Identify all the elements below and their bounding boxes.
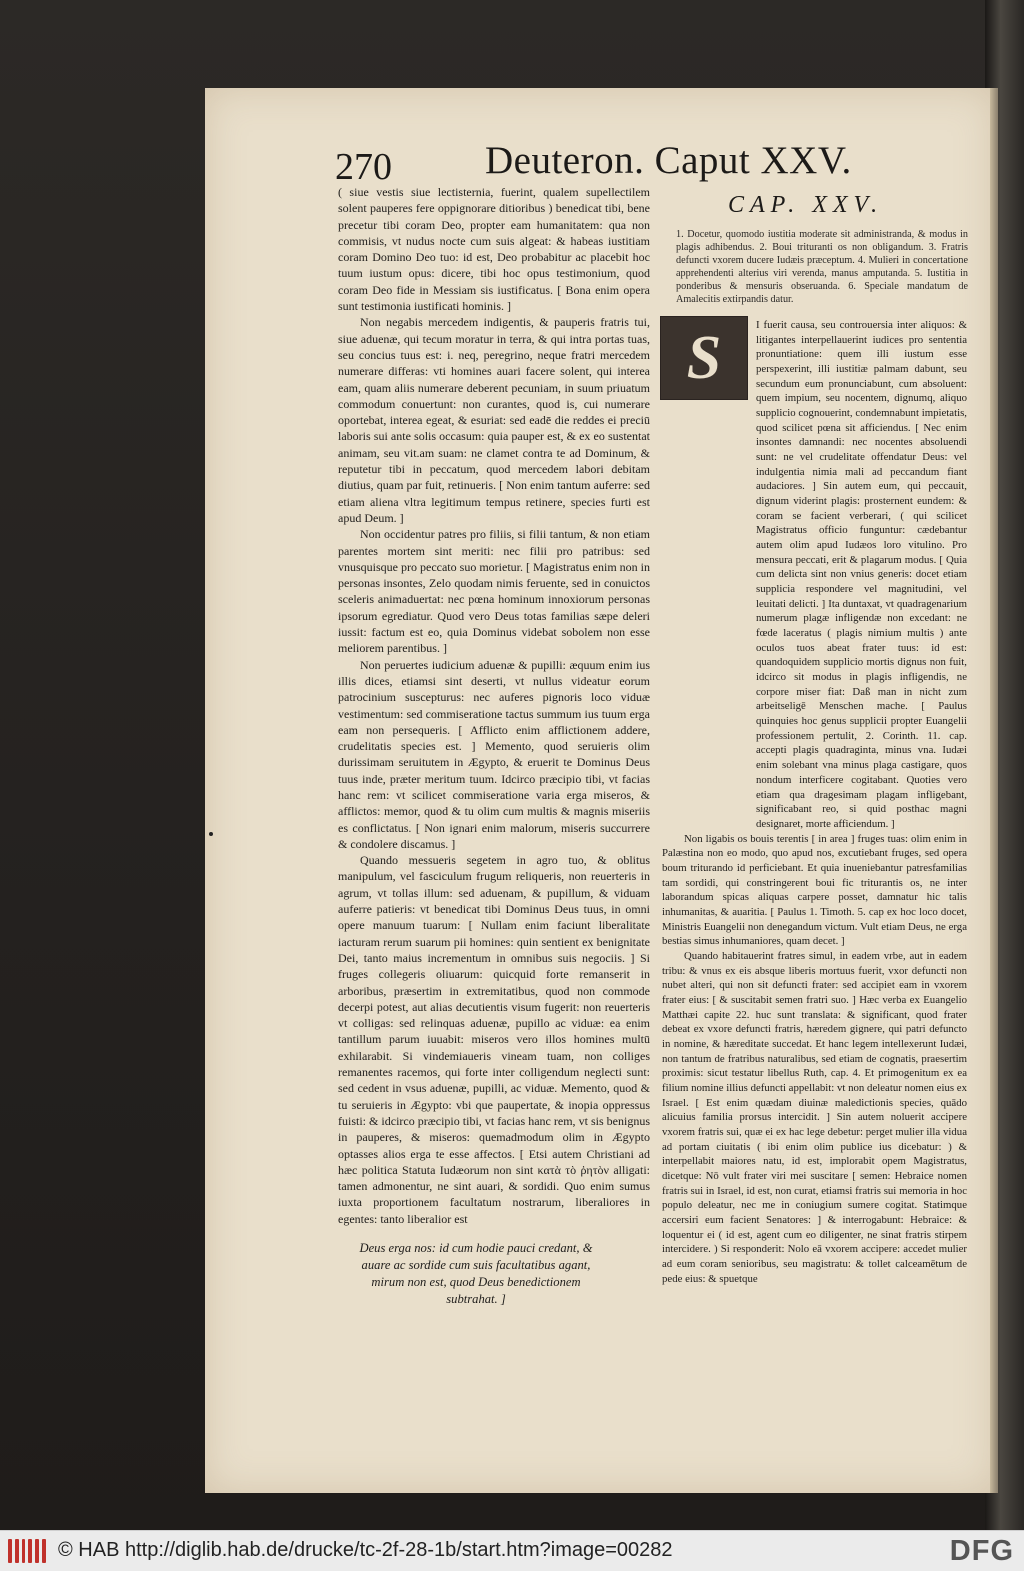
margin-mark	[209, 832, 213, 836]
right-paragraph: I fuerit causa, seu controuersia inter aliquos: & litigantes interpellauerint iudices pro sententia pronuntiatione: quem illi iustum esse perspexerint, illi iustitiæ palmam dabunt, seu secundum eum pronunciabunt, cum absoluent: quem impium, seu nocentem, dignumq, aliquo supplicio cognouerint, condemnabunt impietatis, quod scilicet pœna sit afficiendus. [ Nec enim insontes damnandi: nec nocentes absoluendi sunt: ne vel crudelitate offendatur Deus: vel indulgentia nimia mali ad peccandum fiant audaciores. ] Sin autem eum, qui peccauit, dignum viderint plagis: prosternent eundem: & coram se facient verberari, ( qui scilicet Magistratus officio funguntur: cædebantur autem olim apud Iudæos loro vitulino. Pro mensura peccati, erit & plagarum modus. [ Quia cum delicta sint non vnius generis: docet etiam supplicia respondere vel magnitudini, vel leuitati delicti. ] Ita duntaxat, vt quadragenarium numerum plagæ infligendæ non excedant: ne fœde laceratus ( plagis nimium multis ) ante oculos tuos abeat frater tuus: id est: quandoquidem supplicio mortis dignus non fuit, idcirco sit modus in plagis infligendis, ne corpore miser fiat: Daß man in nicht zum arbeitseligē Menschen mache. [ Paulus quinquies hoc genus supplicii propter Euangelii professionem pertulit, 2. Corinth. 11. cap. accepti plagis quadraginta, minus vna. Iudæi enim solebant vna minus plaga castigare, quos nondum interficere cogitabant. Quoties vero etiam qua dragesimam plagam infligebant, significabant reo, si quid posthac magni designaret, morte afficiendum. ]	[756, 319, 967, 830]
left-column	[338, 184, 650, 1227]
left-column-tail: Deus erga nos: id cum hodie pauci credant, & auare ac sordide cum suis facultatibus agant, mirum non est, quod Deus benedictionem subtrahat. ]	[359, 1241, 593, 1307]
drop-cap-letter: S	[686, 323, 722, 392]
right-paragraph: Quando habitauerint fratres simul, in eadem vrbe, aut in eadem tribu: & vnus ex eis absque liberis mortuus fuerit, vxor defuncti non nubet alteri, qui non sit defuncti frater: sed accipiet eam in vxorem frater eius: [ & suscitabit semen fratri suo. ] Hæc verba ex Euangelio Matthæi capite 22. huc sunt translata: & significant, quod frater debeat ex vxore defuncti fratris, hæredem gignere, qui patri defuncto in nomine, & hæreditate succedat. Et hanc legem intellexerunt Iudæi, non tantum de fratribus naturalibus, sed etiam de cognatis, praesertim proximis: sicut testatur libellus Ruth, cap. 4. Et primogenitum ex ea filium nomine illius defuncti appellabit: vt non deleatur nomen eius ex Israel. [ Est enim quædam diuinæ maledictionis species, quādo alicuius familia prorsus intercidit. ] Sin autem noluerit accipere vxorem fratris sui, quæ ei ex hac lege debetur: perget mulier illa vidua ad portam ciuitatis ( ibi enim olim publice ius dicebatur: ) & interpellabit maiores natu, id est, implorabit opem Magistratus, dicetque: Nō vult frater viri mei suscitare [ semen: Hebraice nomen fratris sui in Israel, id est, non curat, etiamsi fratris sui memoria in hoc populo deleatur, nec me in coniugium sumere cogitat. Statimque accersiri eum facient Senatores: ] & interrogabunt: Hebraice: & loquentur ei ( id est, agent cum eo diligenter, ne sinat fratris stirpem intercidere. ) Si responderit: Nolo eā vxorem accipere: accedet mulier ad eum coram senioribus, seu magistratu: & tollet calceamētum de pede eius: & spuetque	[662, 949, 967, 1285]
source-link[interactable]: © HAB http://diglib.hab.de/drucke/tc-2f-28-1b/start.htm?image=00282	[58, 1539, 673, 1561]
left-paragraph: Quando messueris segetem in agro tuo, & oblitus manipulum, vel fasciculum frugum reliqueris, non reuerteris in agrum, vt tollas illum: sed aduenam, & pupillum, & viduam auferre patieris: vt benedicat tibi Dominus Deus tuus, in omni opere manuum tuarum: [ Nullam enim faciunt liberalitate iacturam rerum suarum pii homines: quin sentient ex benignitate Dei, tanto maius incrementum in omnibus suis negociis. ] Si fruges collegeris oliuarum: quicquid forte remanserit in arboribus, præsertim in extremitatibus, quod non commode decerpi potest, aut alias decutientis visum fugerit: non reuerteris vt colligas: sed relinquas aduenæ, pupillo ac viduæ: ea enim tantillum parum iuuabit: miseros vero illos homines multū exhilarabit. Si vindemiaueris vineam tuam, non colliges remanentes racemos, qui forte inter colligendum neglecti sunt: sed cedent in vsus aduenæ, pupilli, ac viduæ. Memento, quod & tu seruieris in Ægypto: vbi que paupertate, & inopia oppressus fuisti: & idcirco præcipio tibi, vt facias hanc rem, vt sis benignus in pauperes, & miseros: quemadmodum olim in Ægypto optasses alios erga te esse affectos. [ Etsi autem Christiani ad hæc politica Statuta Iudæorum non sint κατὰ τὸ ῥητὸν alligati: tamen admonentur, ne sint auari, & sordidi. Quo enim sumus iuxta proportionem facultatum nostrarum, liberaliores in egentes: tanto liberalior est	[338, 853, 650, 1226]
left-paragraph: ( siue vestis siue lectisternia, fuerint, qualem supellectilem solent pauperes fere oppignorare ditioribus ) benedicat tibi, bene precetur tibi coram Deo, propter eam humanitatem: qua non commisis, vt nudus nocte cum suis algeat: & habeas iustitiam coram Domino Deo tuo: id est, Deo probabitur ac placebit hoc tuum iustum opus: dicere, tibi hoc opus testimonium, quod coram Deo fide in Messiam sis iustificatus. [ Bona enim opera sunt testimonia iustificati hominis. ]	[338, 185, 650, 314]
dfg-logo: DFG	[949, 1535, 1014, 1567]
right-column	[662, 318, 967, 1286]
right-paragraph: Non ligabis os bouis terentis [ in area ] fruges tuas: olim enim in Palæstina non eo modo, quo apud nos, excutiebant fruges, sed opera boum triturando id perficiebant. Et quia inueniebantur patresfamilias tam sordidi, qui constringerent boui fic triturantis os, ne inter laborandum spicas aliquas carpere posset, damnatur hic talis inhumanitas, & auaritia. [ Paulus 1. Timoth. 5. cap ex hoc loco docet, Ministris Euangelii non denegandum victum. Vult etiam Deus, ne erga bestias simus inhumaniores, quam decet. ]	[662, 832, 967, 948]
left-paragraph: Non occidentur patres pro filiis, si filii tantum, & non etiam parentes mortem sint meriti: nec filii pro patribus: sed vnusquisque pro peccato suo morietur. [ Magistratus enim non in personas insontes, Zelo quodam nimis feruente, sed in conuictos sceleris animaduertat: nec pœna hominum innoxiorum personas ipsorum egrediatur. Quod vero Deus totas familias sæpe deleri iussit: factum est eo, quia Dominus videbat sobolem non esse meliorem parentibus. ]	[338, 527, 650, 656]
left-paragraph: Non negabis mercedem indigentis, & pauperis fratris tui, siue aduenæ, qui tecum moratur in terra, & qui intra portas tuas, seu concius tuus est: i. neq, peregrino, neque fratri mercedem numerare differas: vti homines auari facere solent, qui interea eam, quam aliis numerare deberent pecuniam, in suum priuatum commodum conuertunt: non curantes, quod is, cui numerare oportebat, interea egeat, & esuriat: sed eadē die reddes ei preciū laboris sui ante solis occasum: quia pauper est, & ex eo sustentat animam, seu vit.am suam: ne clamet contra te ad Dominum, & reputetur tibi in peccatum, quod mercedem labori debitam diutius, quam par fuit, retinueris. [ Non enim tantum auferre: sed etiam aliena vltra legitimum tempus retinere, species furti est apud Deum. ]	[338, 315, 650, 525]
running-head: Deuteron. Caput XXV.	[485, 139, 852, 182]
left-paragraph: Non peruertes iudicium aduenæ & pupilli: æquum enim ius illis dices, etiamsi sint deserti, vt nullus videatur eorum patrocinium suscepturus: nec auferes pignoris loco viduæ vestimentum: sed commiseratione tactus summum ius tuum erga eam non persequeris. [ Afflicto enim afflictionem addere, crudelitatis species est. ] Memento, quod seruieris olim durissimam seruitutem in Ægypto, & eruerit te Dominus Deus tuus inde, præter meritum tuum. Idcirco præcipio tibi, vt facias hanc rem: vt scilicet commiseratione varia erga miseros, & afflictos: memor, quod & tu olim cum multis & magnis miseriis es conflictatus. [ Non ignari enim malorum, miseris succurrere & condolere discamus. ]	[338, 657, 650, 851]
page-edge	[990, 88, 998, 1493]
page-number: 270	[335, 146, 392, 188]
hab-logo-icon	[8, 1539, 46, 1563]
viewer-footer	[0, 1530, 1024, 1571]
chapter-heading: CAP. XXV.	[728, 192, 884, 218]
chapter-summary: 1. Docetur, quomodo iustitia moderate sit administranda, & modus in plagis adhibendus. 2. Boui trituranti os non obligandum. 3. Fratris defuncti vxorem ducere Iudæis præceptum. 4. Mulieri in concertatione apprehendenti alterius viri verenda, manus amputanda. 5. Iustitia in ponderibus & mensuris obseruanda. 6. Speciale mandatum de Amalecitis extirpandis datur.	[676, 229, 968, 306]
